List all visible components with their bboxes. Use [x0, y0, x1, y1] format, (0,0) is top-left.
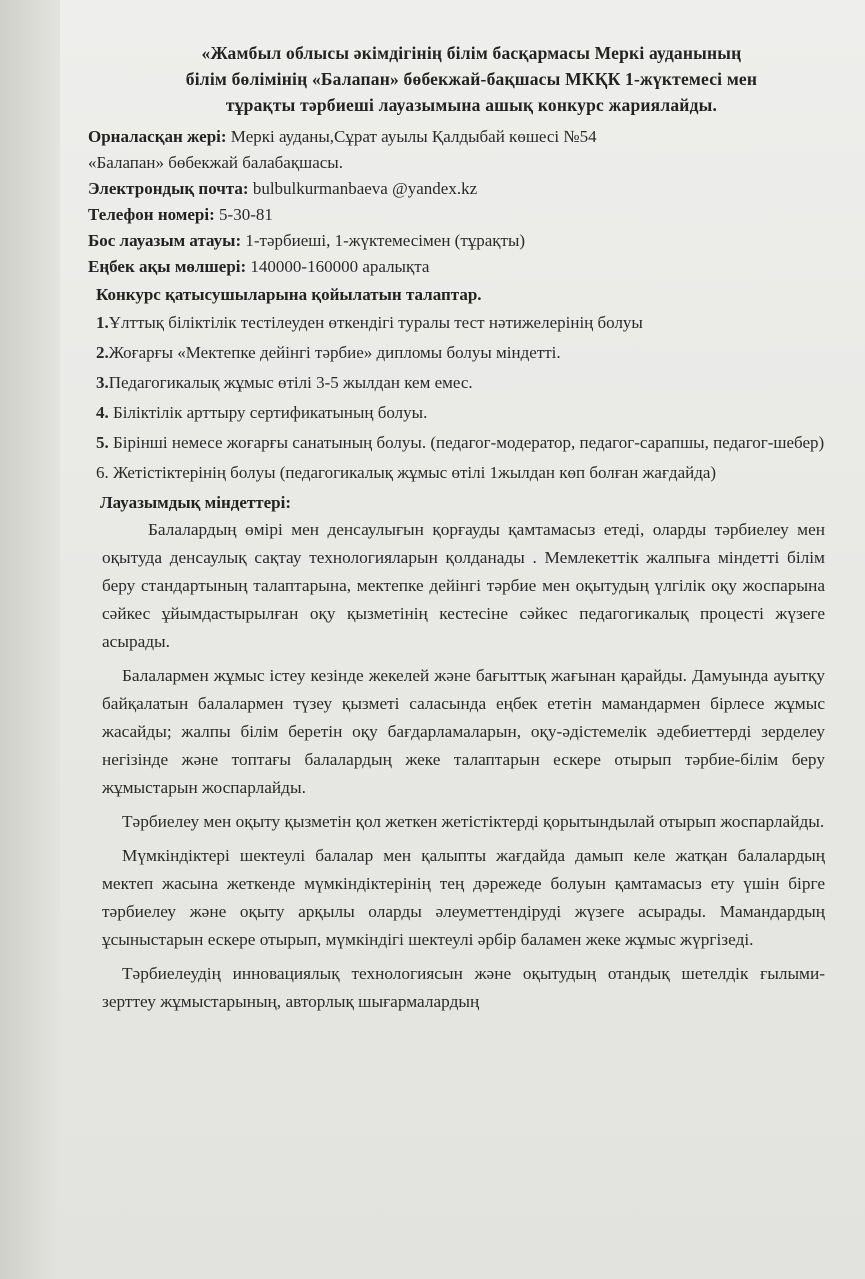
duty-paragraph: Тәрбиелеу мен оқыту қызметін қол жеткен жетістіктерді қорытындылай отырып жоспарлайды. — [122, 812, 825, 831]
email-row — [88, 176, 835, 202]
phone-row — [88, 202, 835, 228]
requirement-text: Бірінші немесе жоғарғы санатының болуы. (педагог-модератор, педагог-сарапшы, педагог-шебер) — [108, 433, 825, 452]
announcement-title — [108, 40, 835, 118]
requirement-item — [96, 310, 835, 336]
location-row — [88, 124, 835, 150]
duties-heading: Лауазымдық міндеттері: — [100, 493, 292, 512]
requirement-item — [96, 430, 835, 456]
duty-paragraph: Тәрбиелеудің инновациялық технологиясын және оқытудың отандық шетелдік ғылыми-зерттеу жұмыстарының, авторлық шығармалардың — [102, 964, 825, 1011]
requirement-text: Біліктілік арттыру сертификатының болуы. — [108, 403, 428, 422]
salary-value: 140000-160000 аралықта — [246, 257, 430, 276]
phone-value: 5-30-81 — [214, 205, 273, 224]
requirement-number: 6. — [96, 463, 109, 482]
requirement-text: Жетістіктерінің болуы (педагогикалық жұмыс өтілі 1жылдан көп болған жағдайда) — [108, 463, 717, 482]
requirement-text: Педагогикалық жұмыс өтілі 3-5 жылдан кем емес. — [108, 373, 473, 392]
phone-label: Телефон номері: — [88, 205, 215, 224]
title-line: тұрақты тәрбиеші лауазымына ашық конкурс жариялайды. — [225, 95, 718, 115]
requirement-item — [96, 370, 835, 396]
position-row — [88, 228, 835, 254]
title-line: білім бөлімінің «Балапан» бөбекжай-бақшасы МКҚК 1-жүктемесі мен — [185, 69, 758, 89]
email-value: bulbulkurmanbaeva @yandex.kz — [248, 179, 478, 198]
duty-paragraph: Балалармен жұмыс істеу кезінде жекелей және бағыттық жағынан қарайды. Дамуында ауытқу байқалатын балалармен түзеу қызметі саласында еңбек ететін мамандармен бірлесе жұмыс жасайды; жалпы білім беретін оқу бағдарламаларын, оқу-әдістемелік әдебиеттерді зерделеу негізінде және топтағы балалардың жеке талаптарын ескере отырып тәрбие-білім беру жұмыстарын жоспарлайды. — [102, 666, 825, 797]
title-line: «Жамбыл облысы әкімдігінің білім басқармасы Меркі ауданының — [201, 43, 742, 63]
email-label: Электрондық почта: — [88, 179, 249, 198]
page-edge-shadow — [0, 0, 60, 1279]
requirement-number: 3. — [96, 373, 109, 392]
requirement-text: Жоғарғы «Мектепке дейінгі тәрбие» дипломы болуы міндетті. — [108, 343, 561, 362]
requirement-number: 5. — [96, 433, 109, 452]
requirement-item — [96, 340, 835, 366]
requirement-number: 1. — [96, 313, 109, 332]
location-value-cont: «Балапан» бөбекжай балабақшасы. — [88, 153, 343, 172]
requirement-item — [96, 460, 835, 486]
requirement-number: 2. — [96, 343, 109, 362]
requirement-item — [96, 400, 835, 426]
contact-info — [88, 124, 835, 280]
position-value: 1-тәрбиеші, 1-жүктемесімен (тұрақты) — [241, 231, 526, 250]
duties-body — [88, 516, 835, 1016]
salary-label: Еңбек ақы мөлшері: — [88, 257, 247, 276]
salary-row — [88, 254, 835, 280]
duty-paragraph: Мүмкіндіктері шектеулі балалар мен қалыпты жағдайда дамып келе жатқан балалардың мектеп жасына жеткенде мүмкіндіктерінің тең дәрежеде болуын қамтамасыз ету үшін бірге тәрбиелеу және оқыту арқылы оларды әлеуметтендіруді жүзеге асырады. Мамандардың ұсыныстарын ескере отырып, мүмкіндігі шектеулі әрбір баламен жеке жұмыс жүргізеді. — [102, 846, 825, 949]
location-label: Орналасқан жері: — [88, 127, 227, 146]
requirement-text: Ұлттық біліктілік тестілеуден өткендігі туралы тест нәтижелерінің болуы — [108, 313, 643, 332]
requirements-heading: Конкурс қатысушыларына қойылатын талаптар. — [96, 285, 482, 304]
requirement-number: 4. — [96, 403, 109, 422]
location-value: Меркі ауданы,Сұрат ауылы Қалдыбай көшесі №54 — [226, 127, 597, 146]
requirements-list — [96, 310, 835, 486]
duty-paragraph: Балалардың өмірі мен денсаулығын қорғауды қамтамасыз етеді, оларды тәрбиелеу мен оқытуда денсаулық сақтау технологияларын қолданады . Мемлекеттік жалпыға міндетті білім беру стандартының талаптарына, мектепке дейінгі тәрбие мен оқытудың үлгілік оқу жоспарына сәйкес ұйымдастырылған оқу қызметінің кестесіне сәйкес педагогикалық процесті жүзеге асырады. — [102, 520, 825, 651]
position-label: Бос лауазым атауы: — [88, 231, 242, 250]
